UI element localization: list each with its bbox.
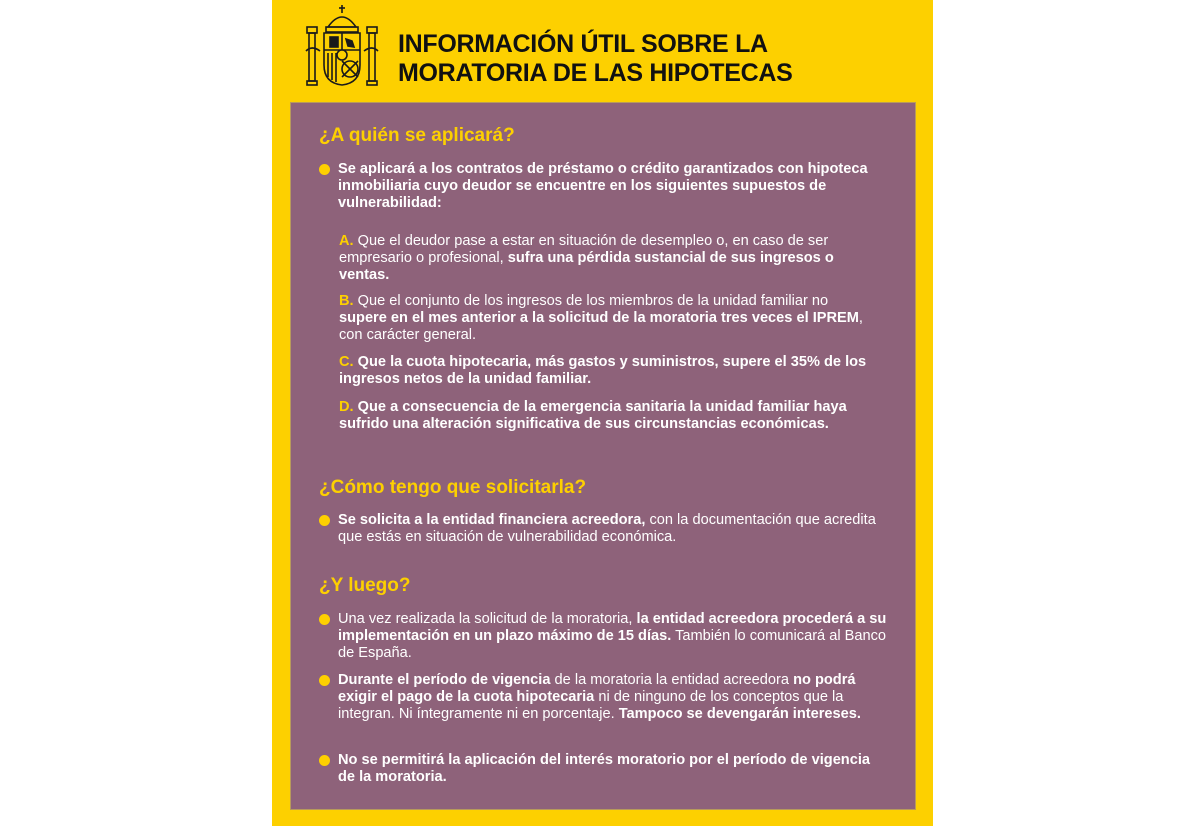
bullet-icon bbox=[319, 164, 330, 175]
content-panel bbox=[290, 102, 916, 810]
bullet-icon bbox=[319, 675, 330, 686]
section-heading-then: ¿Y luego? bbox=[319, 575, 411, 596]
bullet-icon bbox=[319, 515, 330, 526]
condition-b: B. Que el conjunto de los ingresos de los miembros de la unidad familiar no supere en el mes anterior a la solicitud de la moratoria tres veces el IPREM, con carácter general. bbox=[339, 293, 863, 343]
list-item: Se aplicará a los contratos de préstamo o crédito garantizados con hipoteca inmobiliaria cuyo deudor se encuentre en los siguientes supuestos de vulnerabilidad: bbox=[319, 161, 889, 212]
list-item: No se permitirá la aplicación del interés moratorio por el período de vigencia de la moratoria. bbox=[319, 752, 889, 786]
spain-coat-of-arms-icon bbox=[304, 5, 380, 89]
bullet-icon bbox=[319, 755, 330, 766]
list-item: Durante el período de vigencia de la moratoria la entidad acreedora no podrá exigir el pago de la cuota hipotecaria ni de ninguno de los conceptos que la integran. Ni íntegramente ni en porcentaje. Tampoco se devengarán intereses. bbox=[319, 672, 889, 723]
bullet-icon bbox=[319, 614, 330, 625]
page-title bbox=[398, 30, 793, 88]
title-line-2: MORATORIA DE LAS HIPOTECAS bbox=[398, 59, 793, 87]
section-heading-who: ¿A quién se aplicará? bbox=[319, 125, 515, 146]
infographic-poster bbox=[272, 0, 933, 826]
condition-a: A. Que el deudor pase a estar en situación de desempleo o, en caso de ser empresario o profesional, sufra una pérdida sustancial de sus ingresos o ventas. bbox=[339, 233, 834, 283]
condition-c: C. Que la cuota hipotecaria, más gastos y suministros, supere el 35% de los ingresos netos de la unidad familiar. bbox=[339, 354, 867, 387]
list-item: Se solicita a la entidad financiera acreedora, con la documentación que acredita que estás en situación de vulnerabilidad económica. bbox=[319, 512, 889, 546]
section-heading-how: ¿Cómo tengo que solicitarla? bbox=[319, 477, 587, 498]
condition-d: D. Que a consecuencia de la emergencia sanitaria la unidad familiar haya sufrido una alteración significativa de sus circunstancias económicas. bbox=[339, 399, 847, 432]
list-item: Una vez realizada la solicitud de la moratoria, la entidad acreedora procederá a su implementación en un plazo máximo de 15 días. También lo comunicará al Banco de España. bbox=[319, 611, 889, 662]
title-line-1: INFORMACIÓN ÚTIL SOBRE LA bbox=[398, 30, 768, 58]
